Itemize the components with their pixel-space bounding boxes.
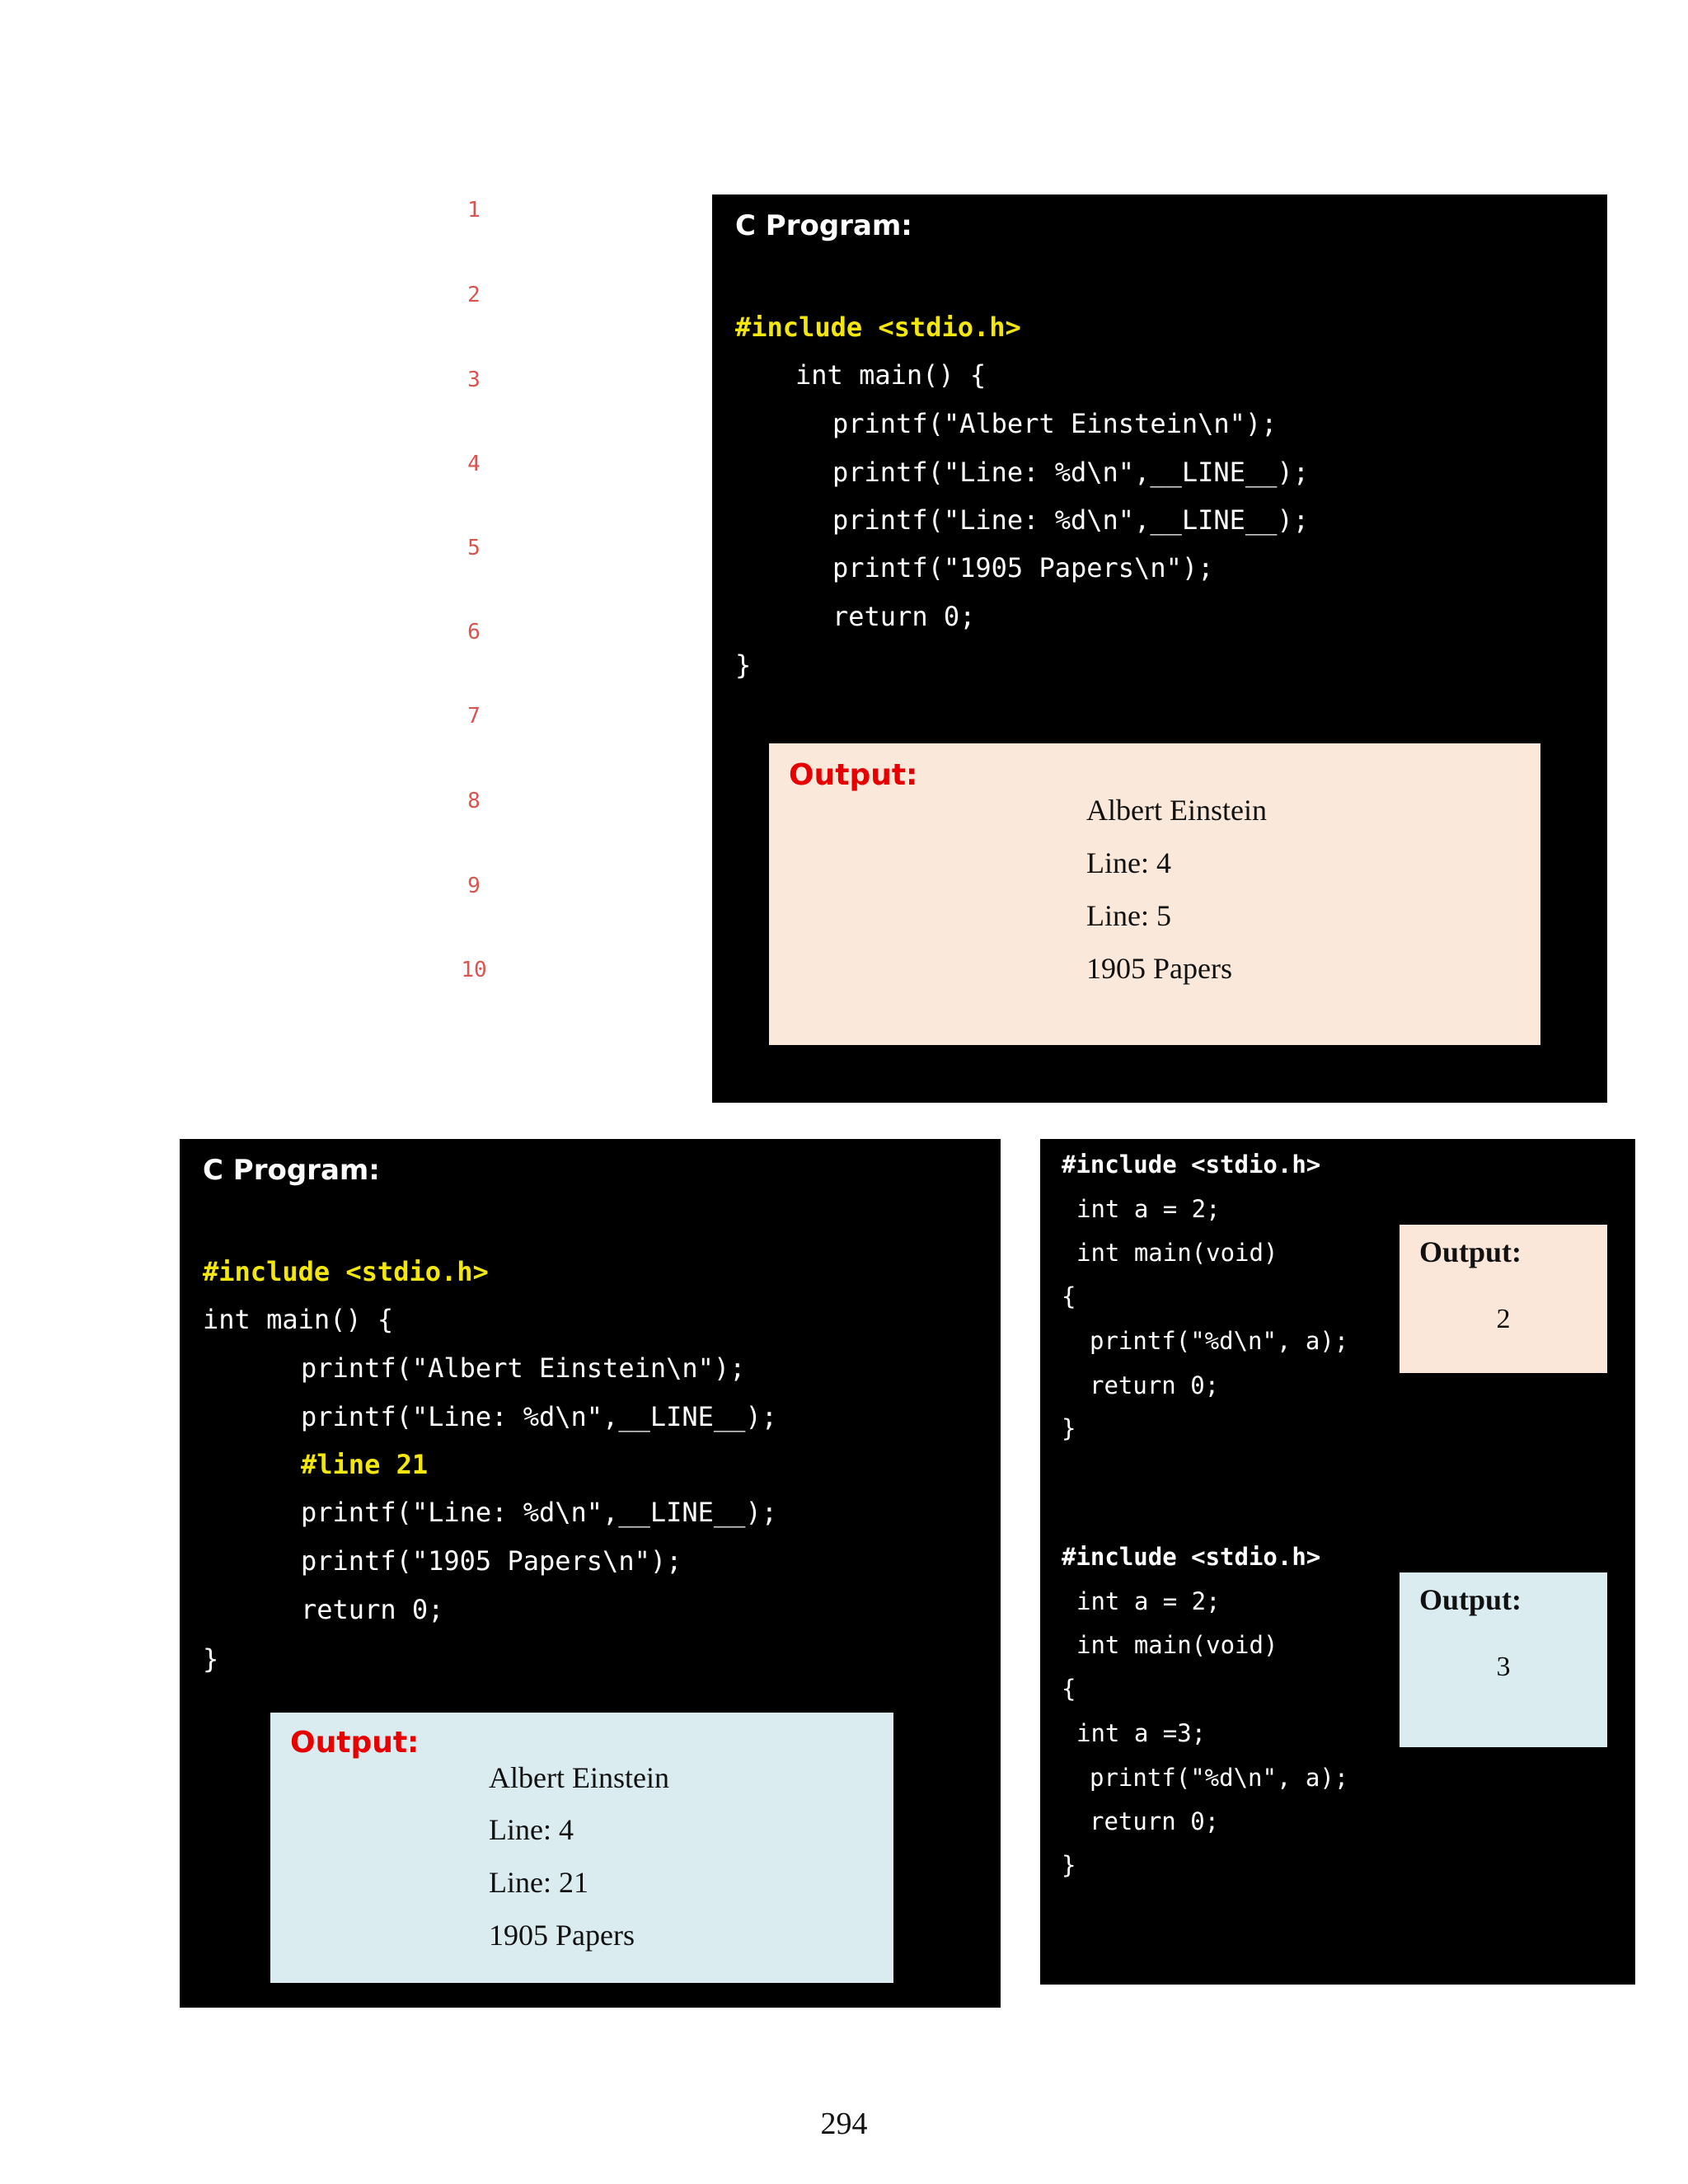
code-line: printf("%d\n", a); xyxy=(1090,1764,1349,1792)
code-line: int main() { xyxy=(203,1304,394,1335)
code-line: } xyxy=(1062,1851,1076,1879)
output-line: 1905 Papers xyxy=(489,1919,635,1952)
code-line: printf("Albert Einstein\n"); xyxy=(301,1352,746,1384)
output-line: Albert Einstein xyxy=(1086,794,1267,827)
code-include: #include <stdio.h> xyxy=(735,312,1021,343)
output-line: 1905 Papers xyxy=(1086,952,1232,985)
line-number: 7 xyxy=(467,704,481,729)
code-directive: #line 21 xyxy=(301,1449,429,1480)
output-box xyxy=(769,743,1540,1045)
line-number: 6 xyxy=(467,620,481,644)
code-include: #include <stdio.h> xyxy=(1062,1151,1321,1179)
line-number: 10 xyxy=(461,958,487,982)
code-line: } xyxy=(203,1643,219,1675)
code-line: int a =3; xyxy=(1076,1719,1207,1747)
output-label: Output: xyxy=(1419,1583,1522,1616)
output-box xyxy=(1400,1572,1607,1747)
line-number: 9 xyxy=(467,874,481,898)
output-box xyxy=(270,1713,893,1983)
code-include: #include <stdio.h> xyxy=(1062,1543,1321,1571)
code-line: { xyxy=(1062,1675,1076,1703)
line-number: 2 xyxy=(467,283,481,307)
code-line: printf("Line: %d\n",__LINE__); xyxy=(832,457,1309,488)
output-box xyxy=(1400,1225,1607,1373)
output-line: Albert Einstein xyxy=(489,1761,669,1794)
code-line: printf("Albert Einstein\n"); xyxy=(832,408,1278,439)
code-panel-3 xyxy=(1040,1139,1635,1985)
code-line: int a = 2; xyxy=(1076,1587,1221,1615)
program-title: C Program: xyxy=(735,209,912,242)
code-line: return 0; xyxy=(301,1594,444,1625)
code-include: #include <stdio.h> xyxy=(203,1256,489,1287)
output-line: Line: 21 xyxy=(489,1866,588,1899)
code-line: return 0; xyxy=(832,601,976,632)
output-line: Line: 5 xyxy=(1086,899,1171,932)
code-line: printf("1905 Papers\n"); xyxy=(832,552,1214,583)
output-value: 2 xyxy=(1496,1304,1511,1334)
output-line: Line: 4 xyxy=(489,1813,574,1846)
code-line: printf("Line: %d\n",__LINE__); xyxy=(301,1497,777,1528)
line-number: 3 xyxy=(467,368,481,392)
code-line: { xyxy=(1062,1282,1076,1310)
output-label: Output: xyxy=(290,1726,420,1760)
code-line: } xyxy=(1062,1414,1076,1442)
page-number: 294 xyxy=(820,2107,868,2141)
code-line: return 0; xyxy=(1090,1371,1220,1399)
code-line: printf("Line: %d\n",__LINE__); xyxy=(301,1401,777,1432)
code-line: int main(void) xyxy=(1076,1631,1278,1659)
output-line: Line: 4 xyxy=(1086,846,1171,879)
code-panel-1 xyxy=(712,194,1607,1103)
code-line: printf("Line: %d\n",__LINE__); xyxy=(832,504,1309,536)
code-line: int main() { xyxy=(795,359,987,391)
line-number: 8 xyxy=(467,789,481,813)
code-panel-2 xyxy=(180,1139,1001,2008)
line-number: 4 xyxy=(467,452,481,476)
code-line: printf("%d\n", a); xyxy=(1090,1327,1349,1355)
output-label: Output: xyxy=(1419,1235,1522,1268)
output-label: Output: xyxy=(789,758,918,792)
code-line: } xyxy=(735,649,752,681)
code-line: int main(void) xyxy=(1076,1239,1278,1267)
code-line: return 0; xyxy=(1090,1807,1220,1835)
program-title: C Program: xyxy=(203,1154,380,1187)
line-number: 5 xyxy=(467,536,481,560)
code-line: int a = 2; xyxy=(1076,1195,1221,1223)
output-value: 3 xyxy=(1496,1652,1511,1682)
line-number: 1 xyxy=(467,198,481,223)
code-line: printf("1905 Papers\n"); xyxy=(301,1545,682,1577)
